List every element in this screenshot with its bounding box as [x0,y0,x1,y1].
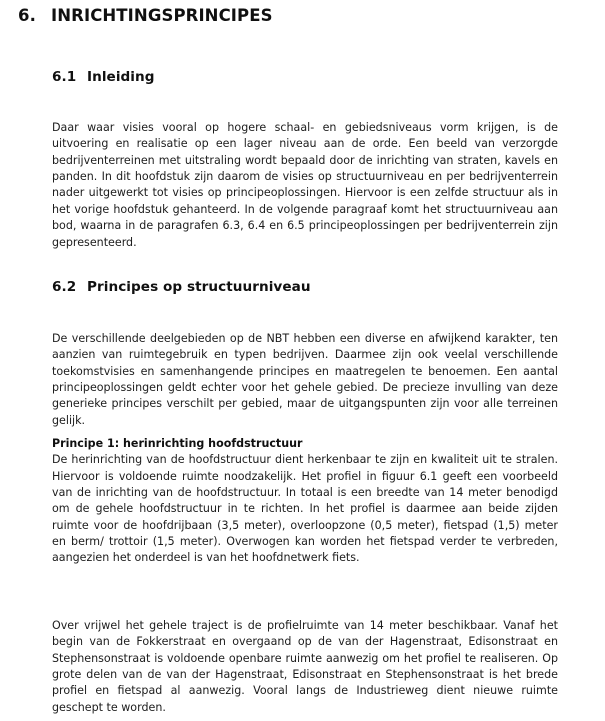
section-heading-6-1 [52,69,557,85]
chapter-title: INRICHTINGSPRINCIPES [51,6,273,25]
chapter-heading [18,6,578,25]
section-title-6-1: Inleiding [87,69,155,85]
section-title-6-2: Principes op structuurniveau [87,279,311,295]
section-heading-6-2 [52,279,557,295]
section-number-6-1: 6.1 [52,69,77,85]
chapter-number: 6. [18,6,36,25]
principle-block-1 [52,436,558,567]
principle-body-1: De herinrichting van de hoofdstructuur dient herkenbaar te zijn en kwaliteit uit te stralen. Hiervoor is voldoende ruimte noodzakelijk. Het profiel in figuur 6.1 geeft een voorbeeld van de inrichting van de hoofdstructuur. In totaal is een breedte van 14 meter benodigd om de gehele hoofdstructuur in te richten. In het profiel is daarmee aan beide zijden ruimte voor de hoofdrijbaan (3,5 meter), overloopzone (0,5 meter), fietspad (1,5) meter en berm/ trottoir (1,5 meter). Overwogen kan worden het fietspad verder te verbreden, aangezien het onderdeel is van het hoofdnetwerk fiets. [52,453,558,565]
section-number-6-2: 6.2 [52,279,77,295]
principle-heading-1: Principe 1: herinrichting hoofdstructuur [52,437,303,450]
paragraph-inleiding: Daar waar visies vooral op hogere schaal- en gebiedsniveaus vorm krijgen, is de uitvoering en realisatie op een lager niveau aan de orde. Een beeld van verzorgde bedrijventerreinen met uitstraling wordt bepaald door de inrichting van straten, kavels en panden. In dit hoofdstuk zijn daarom de visies op structuurniveau en per bedrijventerrein nader uitgewerkt tot visies op principeoplossingen. Hiervoor is een zelfde structuur als in het vorige hoofdstuk gehanteerd. In de volgende paragraaf komt het structuurniveau aan bod, waarna in de paragrafen 6.3, 6.4 en 6.5 principeoplossingen per bedrijventerrein zijn gepresenteerd. [52,121,558,249]
paragraph-profielruimte: Over vrijwel het gehele traject is de profielruimte van 14 meter beschikbaar. Vanaf het begin van de Fokkerstraat en overgaand op de van der Hagenstraat, Edisonstraat en Stephensonstraat is voldoende openbare ruimte aanwezig om het profiel te realiseren. Op grote delen van de van der Hagenstraat, Edisonstraat en Stephensonstraat is het brede profiel en fietspad al aanwezig. Vooral langs de Industrieweg dient nieuwe ruimte geschept te worden. [52,619,558,714]
paragraph-structuurniveau: De verschillende deelgebieden op de NBT hebben een diverse en afwijkend karakter, ten aanzien van ruimtegebruik en typen bedrijven. Daarmee zijn ook veelal verschillende toekomstvisies en samenhangende principes en maatregelen te benoemen. Een aantal principeoplossingen geldt echter voor het gehele gebied. De precieze invulling van deze generieke principes verschilt per gebied, maar de uitgangspunten zijn voor alle terreinen gelijk. [52,332,558,427]
